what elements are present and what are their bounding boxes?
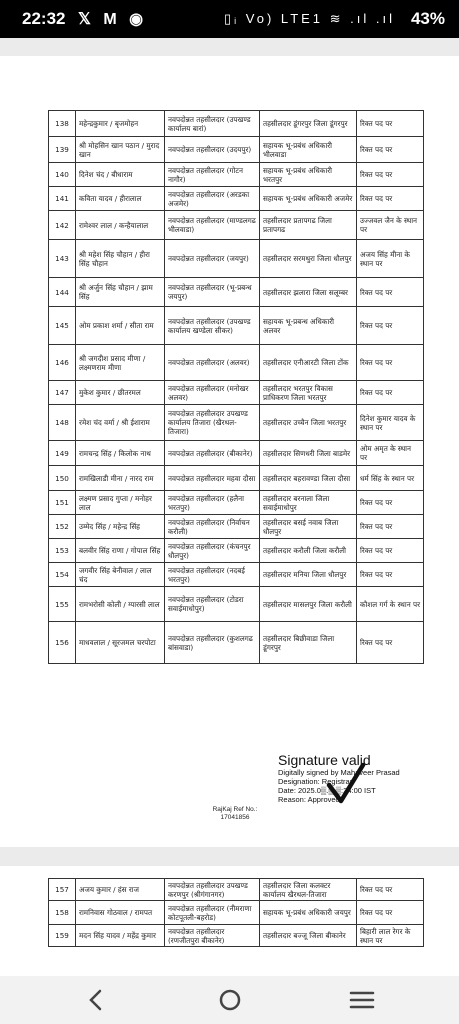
new-posting: तहसीलदार जिला कलक्टर कार्यालय खैरथल-तिजारा — [260, 879, 357, 901]
employee-name: मुकेश कुमार / छीतरमल — [76, 381, 165, 405]
current-posting: नवपदोन्नत तहसीलदार (नदबई भरतपुर) — [165, 563, 260, 587]
current-posting: नवपदोन्नत तहसीलदार (अलवर) — [165, 345, 260, 381]
current-posting: नवपदोन्नत तहसीलदार (नीमराणा कोटपूतली-बहरोड) — [165, 901, 260, 925]
employee-name: श्री अर्जुन सिंह चौहान / झाम सिंह — [76, 278, 165, 307]
employee-name: श्री जगदीश प्रसाद मीणा / लक्ष्मणराम मीणा — [76, 345, 165, 381]
row-number: 138 — [49, 111, 76, 137]
new-posting: सहायक भू-प्रबंध अधिकारी भीलवाडा — [260, 137, 357, 163]
table-row — [49, 441, 424, 466]
current-posting: नवपदोन्नत तहसीलदार (माण्डलगढ भीलवाडा) — [165, 211, 260, 240]
row-number: 159 — [49, 925, 76, 947]
rajkaj-ref — [205, 806, 265, 822]
remark: दिनेश कुमार यादव के स्थान पर — [357, 405, 424, 441]
remark: रिक्त पद पर — [357, 563, 424, 587]
row-number: 149 — [49, 441, 76, 466]
table-row — [49, 111, 424, 137]
current-posting: नवपदोन्नत तहसीलदार (जयपुर) — [165, 240, 260, 278]
new-posting: तहसीलदार डूंगरपुर जिला डूंगरपुर — [260, 111, 357, 137]
document-page-2 — [0, 866, 459, 976]
row-number: 141 — [49, 187, 76, 211]
new-posting: तहसीलदार एनीआरटी जिला टोंक — [260, 345, 357, 381]
new-posting: तहसीलदार बज्जू जिला बीकानेर — [260, 925, 357, 947]
employee-name: उम्मेद सिंह / महेन्द्र सिंह — [76, 515, 165, 539]
employee-name: श्री मोहसिन खान पठान / मुराद खान — [76, 137, 165, 163]
current-posting: नवपदोन्नत तहसीलदार (भू-प्रबन्ध जयपुर) — [165, 278, 260, 307]
signature-reason: Reason: Approved — [278, 795, 340, 804]
row-number: 153 — [49, 539, 76, 563]
row-number: 150 — [49, 466, 76, 491]
table-row — [49, 515, 424, 539]
employee-name: माधवलाल / सूरजमल चरपोटा — [76, 622, 165, 664]
digital-signature — [278, 752, 448, 804]
remark: उज्जवल जैन के स्थान पर — [357, 211, 424, 240]
employee-name: ओम प्रकाश शर्मा / सीता राम — [76, 307, 165, 345]
row-number: 142 — [49, 211, 76, 240]
remark: रिक्त पद पर — [357, 381, 424, 405]
recent-apps-icon[interactable] — [342, 986, 382, 1014]
current-posting: नवपदोन्नत तहसीलदार (उदयपुर) — [165, 137, 260, 163]
table-row — [49, 901, 424, 925]
row-number: 145 — [49, 307, 76, 345]
remark: रिक्त पद पर — [357, 307, 424, 345]
current-posting: नवपदोन्नत तहसीलदार (उपखण्ड कार्यालय खण्डेला सीकर) — [165, 307, 260, 345]
transfer-table-continued — [48, 878, 424, 947]
new-posting: तहसीलदार बरनाला जिला सवाईमाधोपुर — [260, 491, 357, 515]
new-posting: सहायक भू-प्रबंध अधिकारी भरतपुर — [260, 163, 357, 187]
employee-name: रामखिलाडी मीना / नारद राम — [76, 466, 165, 491]
new-posting: तहसीलदार बिछीवाडा जिला डूंगरपुर — [260, 622, 357, 664]
table-row — [49, 137, 424, 163]
current-posting: नवपदोन्नत तहसीलदार (अरडका अजमेर) — [165, 187, 260, 211]
current-posting: नवपदोन्नत तहसीलदार (बीकानेर) — [165, 441, 260, 466]
employee-name: रामनिवास गोठवाल / रामपत — [76, 901, 165, 925]
transfer-table — [48, 110, 424, 664]
employee-name: रामेश्वर लाल / कन्हैयालाल — [76, 211, 165, 240]
table-row — [49, 405, 424, 441]
remark: रिक्त पद पर — [357, 879, 424, 901]
employee-name: कविता यादव / हीरालाल — [76, 187, 165, 211]
row-number: 144 — [49, 278, 76, 307]
current-posting: नवपदोन्नत तहसीलदार उपखण्ड करणपुर (श्रीगंगानगर) — [165, 879, 260, 901]
current-posting: नवपदोन्नत तहसीलदार (उपखण्ड कार्यालय बारां) — [165, 111, 260, 137]
remark: कौशल गर्ग के स्थान पर — [357, 587, 424, 622]
table-row — [49, 622, 424, 664]
table-row — [49, 491, 424, 515]
employee-name: दिनेश चंद / बीधाराम — [76, 163, 165, 187]
rajkaj-ref-number: 17041856 — [220, 814, 250, 821]
remark: रिक्त पद पर — [357, 187, 424, 211]
current-posting: नवपदोन्नत तहसीलदार उपखण्ड कार्यालय तिजारा (खैरथल-तिजारा) — [165, 405, 260, 441]
new-posting: सहायक भू-प्रबंध अधिकारी जयपुर — [260, 901, 357, 925]
employee-name: श्री महेश सिंह चौहान / हीरा सिंह चौहान — [76, 240, 165, 278]
table-row — [49, 563, 424, 587]
current-posting: नवपदोन्नत तहसीलदार (कंचनपुर धौलपुर) — [165, 539, 260, 563]
row-number: 158 — [49, 901, 76, 925]
row-number: 151 — [49, 491, 76, 515]
new-posting: तहसीलदार सरमथुरा जिला धौलपुर — [260, 240, 357, 278]
row-number: 146 — [49, 345, 76, 381]
current-posting: नवपदोन्नत तहसीलदार (निर्वाचन करौली) — [165, 515, 260, 539]
table-row — [49, 278, 424, 307]
new-posting: सहायक भू-प्रबन्ध अधिकारी अलवर — [260, 307, 357, 345]
rajkaj-ref-label: RajKaj Ref No.: — [212, 806, 258, 813]
remark: रिक्त पद पर — [357, 515, 424, 539]
signature-signed-by: Digitally signed by Mahaveer Prasad — [278, 768, 400, 777]
employee-name: मदन सिंह यादव / महेंद्र कुमार — [76, 925, 165, 947]
row-number: 148 — [49, 405, 76, 441]
row-number: 156 — [49, 622, 76, 664]
new-posting: तहसीलदार मासलपुर जिला करौली — [260, 587, 357, 622]
table-row — [49, 240, 424, 278]
new-posting: तहसीलदार मनिया जिला धौलपुर — [260, 563, 357, 587]
battery-level: 43% — [410, 9, 445, 28]
remark: रिक्त पद पर — [357, 163, 424, 187]
current-posting: नवपदोन्नत तहसीलदार (कुशलगढ बांसवाडा) — [165, 622, 260, 664]
remark: रिक्त पद पर — [357, 278, 424, 307]
signal-icons: ▯ᵢ Vo) LTE1 ≋ .ıl .ıl — [224, 11, 395, 26]
current-posting: नवपदोन्नत तहसीलदार (रणजीतपुरा बीकानेर) — [165, 925, 260, 947]
employee-name: रामभरोसी कोली / ग्यारसी लाल — [76, 587, 165, 622]
table-row — [49, 879, 424, 901]
row-number: 155 — [49, 587, 76, 622]
signature-date: Date: 2025.0▒.▒ ▒:24:00 IST — [278, 786, 376, 795]
current-posting: नवपदोन्नत तहसीलदार महवा दौसा — [165, 466, 260, 491]
remark: बिहारी लाल रेगर के स्थान पर — [357, 925, 424, 947]
status-time: 22:32 — [22, 9, 66, 28]
employee-name: महेन्द्रकुमार / बृजमोहन — [76, 111, 165, 137]
navigation-bar — [0, 976, 459, 1024]
remark: रिक्त पद पर — [357, 345, 424, 381]
employee-name: रामचन्द्र सिंह / किलोक नाथ — [76, 441, 165, 466]
remark: ओम अमृत के स्थान पर — [357, 441, 424, 466]
current-posting: नवपदोन्नत तहसीलदार (मनोखर अलवर) — [165, 381, 260, 405]
employee-name: अजय कुमार / हंस राज — [76, 879, 165, 901]
row-number: 157 — [49, 879, 76, 901]
row-number: 143 — [49, 240, 76, 278]
home-icon[interactable] — [210, 986, 250, 1014]
status-bar — [0, 0, 459, 38]
new-posting: तहसीलदार भरतपुर विकास प्राधिकरण जिला भरतपुर — [260, 381, 357, 405]
table-row — [49, 539, 424, 563]
remark: अजय सिंह मीना के स्थान पर — [357, 240, 424, 278]
new-posting: तहसीलदार बसई नवाब जिला धौलपुर — [260, 515, 357, 539]
table-row — [49, 381, 424, 405]
new-posting: तहसीलदार झलारा जिला सलूम्बर — [260, 278, 357, 307]
current-posting: नवपदोन्नत तहसीलदार (गोटन नागौर) — [165, 163, 260, 187]
current-posting: नवपदोन्नत तहसीलदार (हलैना भरतपुर) — [165, 491, 260, 515]
new-posting: तहसीलदार प्रतापगढ जिला प्रतापगढ — [260, 211, 357, 240]
current-posting: नवपदोन्नत तहसीलदार (टोडरा सवाईमाधोपुर) — [165, 587, 260, 622]
employee-name: रमेश चंद वर्मा / श्री ईशाराम — [76, 405, 165, 441]
row-number: 152 — [49, 515, 76, 539]
table-row — [49, 211, 424, 240]
document-page-1 — [0, 56, 459, 847]
row-number: 139 — [49, 137, 76, 163]
row-number: 147 — [49, 381, 76, 405]
remark: रिक्त पद पर — [357, 137, 424, 163]
table-row — [49, 163, 424, 187]
table-row — [49, 587, 424, 622]
remark: धर्म सिंह के स्थान पर — [357, 466, 424, 491]
employee-name: बलवीर सिंह राणा / गोपाल सिंह — [76, 539, 165, 563]
table-row — [49, 466, 424, 491]
remark: रिक्त पद पर — [357, 622, 424, 664]
new-posting: तहसीलदार बहरावण्डा जिला दौसा — [260, 466, 357, 491]
signature-designation: Designation: Registrar — [278, 777, 353, 786]
remark: रिक्त पद पर — [357, 901, 424, 925]
employee-name: जगवीर सिंह बेनीवाल / लाल चंद — [76, 563, 165, 587]
table-row — [49, 307, 424, 345]
table-row — [49, 925, 424, 947]
table-row — [49, 187, 424, 211]
new-posting: सहायक भू-प्रबंध अधिकारी अजमेर — [260, 187, 357, 211]
new-posting: तहसीलदार सिणधरी जिला बाडमेर — [260, 441, 357, 466]
new-posting: तहसीलदार उच्चैन जिला भरतपुर — [260, 405, 357, 441]
back-icon[interactable] — [76, 986, 116, 1014]
row-number: 154 — [49, 563, 76, 587]
new-posting: तहसीलदार करौली जिला करौली — [260, 539, 357, 563]
remark: रिक्त पद पर — [357, 111, 424, 137]
notification-icons: 𝕏 M ◉ — [78, 11, 148, 28]
signature-valid-label: Signature valid — [278, 752, 371, 768]
row-number: 140 — [49, 163, 76, 187]
remark: रिक्त पद पर — [357, 491, 424, 515]
employee-name: लक्ष्मण प्रसाद गुप्ता / मनोहर लाल — [76, 491, 165, 515]
remark: रिक्त पद पर — [357, 539, 424, 563]
table-row — [49, 345, 424, 381]
